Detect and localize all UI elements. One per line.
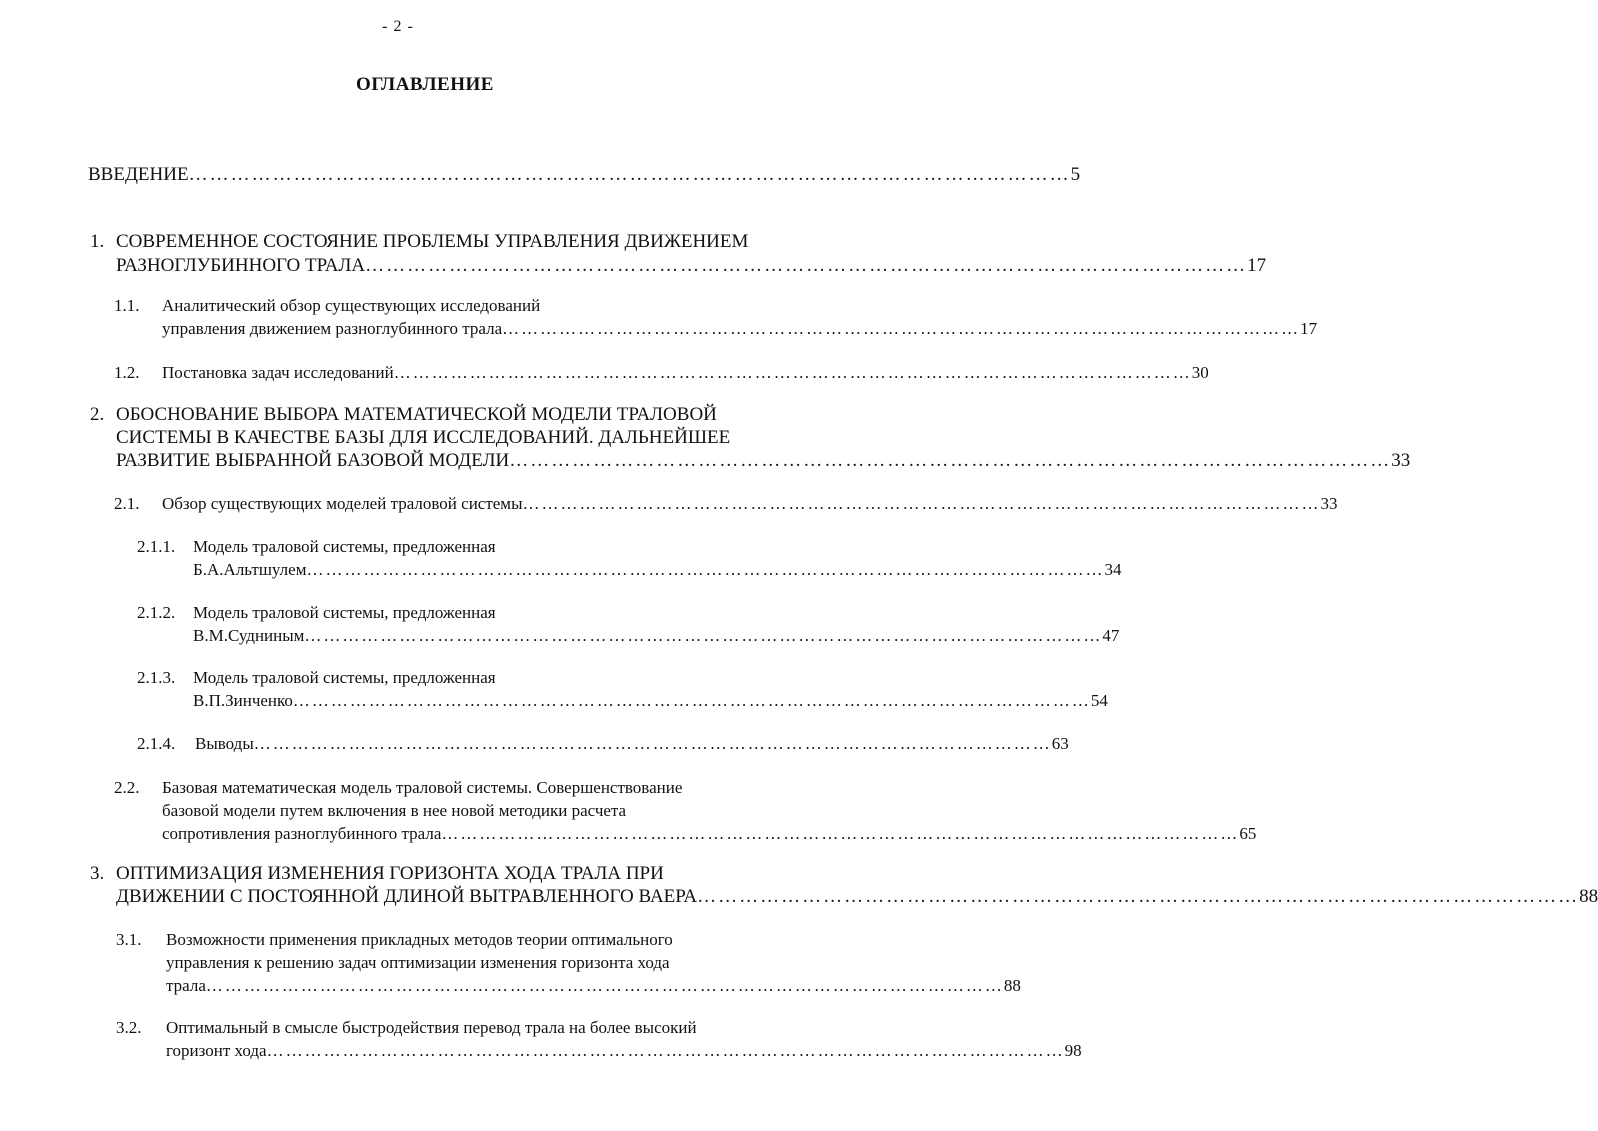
toc-entry-2-1[interactable] bbox=[162, 494, 1338, 513]
dot-leader: ……………………………………………………………………………………………………………… bbox=[697, 886, 1580, 907]
toc-subsection-number: 2.1.1. bbox=[137, 537, 176, 556]
toc-section-number: 1.2. bbox=[114, 363, 140, 382]
toc-page-number: 30 bbox=[1191, 363, 1209, 382]
toc-section-title[interactable]: базовой модели путем включения в нее новой методики расчета bbox=[162, 801, 627, 820]
dot-leader: ……………………………………………………………………………………………………………… bbox=[393, 363, 1192, 382]
toc-entry-label: Б.А.Альтшулем bbox=[193, 560, 307, 579]
toc-entry-label: управления движением разноглубинного трала bbox=[162, 319, 503, 338]
toc-section-title[interactable]: Базовая математическая модель траловой системы. Совершенствование bbox=[162, 778, 683, 797]
toc-page-number: 47 bbox=[1102, 626, 1120, 645]
toc-page-number: 65 bbox=[1239, 824, 1257, 843]
dot-leader: ……………………………………………………………………………………………………………… bbox=[253, 734, 1052, 753]
page-number: - 2 - bbox=[382, 18, 414, 35]
page-title: ОГЛАВЛЕНИЕ bbox=[356, 74, 494, 95]
toc-entry-label: Постановка задач исследований bbox=[162, 363, 394, 382]
toc-page-number: 5 bbox=[1070, 164, 1081, 185]
toc-page-number: 33 bbox=[1320, 494, 1338, 513]
toc-entry-label: Обзор существующих моделей траловой системы bbox=[162, 494, 523, 513]
toc-chapter-number: 2. bbox=[90, 404, 105, 425]
toc-section-number: 2.1. bbox=[114, 494, 140, 513]
toc-entry-1-2[interactable] bbox=[162, 363, 1209, 382]
toc-chapter-number: 1. bbox=[90, 231, 105, 252]
toc-entry-2-1-2[interactable] bbox=[193, 626, 1120, 645]
dot-leader: ……………………………………………………………………………………………………………… bbox=[205, 976, 1004, 995]
toc-section-title[interactable]: Оптимальный в смысле быстродействия перевод трала на более высокий bbox=[166, 1018, 697, 1037]
dot-leader: ……………………………………………………………………………………………………………… bbox=[306, 560, 1105, 579]
toc-section-number: 2.2. bbox=[114, 778, 140, 797]
toc-page-number: 34 bbox=[1104, 560, 1122, 579]
toc-entry-label: Выводы bbox=[195, 734, 254, 753]
toc-entry-label: В.П.Зинченко bbox=[193, 691, 293, 710]
dot-leader: ……………………………………………………………………………………………………………… bbox=[522, 494, 1321, 513]
toc-subsection-title[interactable]: Модель траловой системы, предложенная bbox=[193, 603, 496, 622]
toc-subsection-number: 2.1.3. bbox=[137, 668, 176, 687]
toc-entry-2-2[interactable] bbox=[162, 824, 1257, 843]
toc-entry-label: В.М.Судниным bbox=[193, 626, 305, 645]
toc-chapter-number: 3. bbox=[90, 863, 105, 884]
toc-entry-ch1[interactable] bbox=[116, 255, 1267, 276]
dot-leader: ……………………………………………………………………………………………………………… bbox=[441, 824, 1240, 843]
toc-section-number: 3.1. bbox=[116, 930, 142, 949]
dot-leader: ……………………………………………………………………………………………………………… bbox=[365, 255, 1248, 276]
toc-section-title[interactable]: Аналитический обзор существующих исследований bbox=[162, 296, 541, 315]
toc-chapter-title[interactable]: ОБОСНОВАНИЕ ВЫБОРА МАТЕМАТИЧЕСКОЙ МОДЕЛИ ТРАЛОВОЙ bbox=[116, 404, 717, 425]
toc-entry-intro[interactable] bbox=[88, 164, 1081, 185]
toc-section-number: 1.1. bbox=[114, 296, 140, 315]
toc-page-number: 17 bbox=[1247, 255, 1267, 276]
dot-leader: ……………………………………………………………………………………………………………… bbox=[292, 691, 1091, 710]
dot-leader: ……………………………………………………………………………………………………………… bbox=[502, 319, 1301, 338]
toc-entry-label: ВВЕДЕНИЕ bbox=[88, 164, 189, 185]
toc-subsection-title[interactable]: Модель траловой системы, предложенная bbox=[193, 537, 496, 556]
dot-leader: ……………………………………………………………………………………………………………… bbox=[304, 626, 1103, 645]
toc-page-number: 54 bbox=[1090, 691, 1108, 710]
toc-page-number: 98 bbox=[1064, 1041, 1082, 1060]
toc-entry-label: горизонт хода bbox=[166, 1041, 267, 1060]
toc-page-number: 88 bbox=[1003, 976, 1021, 995]
toc-entry-1-1[interactable] bbox=[162, 319, 1318, 338]
toc-entry-2-1-4[interactable] bbox=[195, 734, 1069, 753]
toc-section-title[interactable]: Возможности применения прикладных методов теории оптимального bbox=[166, 930, 673, 949]
toc-chapter-title[interactable]: ОПТИМИЗАЦИЯ ИЗМЕНЕНИЯ ГОРИЗОНТА ХОДА ТРАЛА ПРИ bbox=[116, 863, 664, 884]
toc-entry-ch3[interactable] bbox=[116, 886, 1598, 907]
toc-entry-3-1[interactable] bbox=[166, 976, 1021, 995]
toc-entry-label: РАЗВИТИЕ ВЫБРАННОЙ БАЗОВОЙ МОДЕЛИ bbox=[116, 450, 510, 471]
dot-leader: ……………………………………………………………………………………………………………… bbox=[266, 1041, 1065, 1060]
toc-page-number: 17 bbox=[1300, 319, 1318, 338]
toc-entry-label: сопротивления разноглубинного трала bbox=[162, 824, 442, 843]
toc-page-number: 63 bbox=[1051, 734, 1069, 753]
toc-entry-label: ДВИЖЕНИИ С ПОСТОЯННОЙ ДЛИНОЙ ВЫТРАВЛЕННОГО ВАЕРА bbox=[116, 886, 698, 907]
toc-subsection-number: 2.1.2. bbox=[137, 603, 176, 622]
dot-leader: ……………………………………………………………………………………………………………… bbox=[188, 164, 1071, 185]
toc-entry-3-2[interactable] bbox=[166, 1041, 1082, 1060]
toc-chapter-title[interactable]: СИСТЕМЫ В КАЧЕСТВЕ БАЗЫ ДЛЯ ИССЛЕДОВАНИЙ. ДАЛЬНЕЙШЕЕ bbox=[116, 427, 731, 448]
toc-entry-label: трала bbox=[166, 976, 206, 995]
toc-subsection-title[interactable]: Модель траловой системы, предложенная bbox=[193, 668, 496, 687]
toc-page-number: 88 bbox=[1579, 886, 1598, 907]
toc-subsection-number: 2.1.4. bbox=[137, 734, 176, 753]
toc-entry-2-1-1[interactable] bbox=[193, 560, 1122, 579]
toc-page-number: 33 bbox=[1391, 450, 1411, 471]
toc-section-title[interactable]: управления к решению задач оптимизации изменения горизонта хода bbox=[166, 953, 670, 972]
toc-chapter-title[interactable]: СОВРЕМЕННОЕ СОСТОЯНИЕ ПРОБЛЕМЫ УПРАВЛЕНИЯ ДВИЖЕНИЕМ bbox=[116, 231, 749, 252]
toc-section-number: 3.2. bbox=[116, 1018, 142, 1037]
toc-entry-ch2[interactable] bbox=[116, 450, 1411, 471]
toc-entry-label: РАЗНОГЛУБИННОГО ТРАЛА bbox=[116, 255, 366, 276]
dot-leader: ……………………………………………………………………………………………………………… bbox=[509, 450, 1392, 471]
toc-entry-2-1-3[interactable] bbox=[193, 691, 1108, 710]
